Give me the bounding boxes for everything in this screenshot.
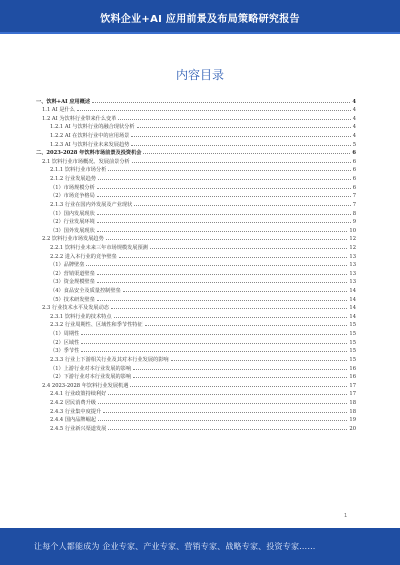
toc-entry-page: 6	[352, 150, 356, 157]
toc-leader-dots	[86, 265, 347, 266]
toc-entry-text: 2.4 2023-2028 年饮料行业发展机遇	[42, 382, 129, 389]
toc-entry-page: 13	[349, 270, 356, 277]
toc-entry-text: 2.2.1 饮料行业未来三年市场规模发展预测	[50, 244, 148, 251]
toc-entry-page: 19	[349, 417, 356, 424]
toc-entry-text: 1.2.1 AI 与饮料行业的融合现状分析	[50, 124, 135, 131]
report-title: 饮料企业+AI 应用前景及布局策略研究报告	[100, 13, 300, 25]
toc-leader-dots	[108, 394, 347, 395]
toc-entry-text: 二、2023-2028 年饮料市场前景及投资机会	[36, 150, 142, 157]
toc-entry[interactable]	[34, 105, 356, 114]
toc-entry-page: 7	[352, 201, 356, 208]
toc-leader-dots	[133, 377, 347, 378]
toc-entry[interactable]	[34, 122, 356, 131]
toc-entry-text: 2.1.2 行业发展趋势	[50, 176, 96, 183]
toc-entry-text: 2.3 行业技术水平及发展动态	[42, 305, 109, 312]
toc-leader-dots	[98, 403, 347, 404]
toc-entry-page: 8	[352, 210, 356, 217]
toc-leader-dots	[108, 170, 350, 171]
toc-entry-page: 12	[349, 236, 356, 243]
toc-entry[interactable]	[34, 380, 356, 389]
toc-entry-text: 2.2 饮料行业市场发展趋势	[42, 236, 104, 243]
toc-entry-text: （2）营销渠道壁垒	[50, 270, 95, 277]
toc-entry-page: 12	[349, 244, 356, 251]
toc-entry[interactable]	[34, 182, 356, 191]
toc-title: 内容目录	[175, 68, 224, 82]
footer-banner	[0, 528, 400, 565]
toc-entry-text: （2）区域性	[50, 339, 80, 346]
toc-entry-text: （2）行业发展环境	[50, 219, 95, 226]
toc-entry-page: 15	[349, 339, 356, 346]
toc-leader-dots	[132, 162, 351, 163]
toc-entry-text: 2.4.3 行业集中度提升	[50, 408, 102, 415]
table-of-contents	[34, 96, 356, 432]
toc-entry[interactable]	[34, 415, 356, 424]
toc-entry[interactable]	[34, 303, 356, 312]
toc-leader-dots	[97, 231, 348, 232]
toc-entry-page: 9	[352, 219, 356, 226]
toc-entry[interactable]	[34, 285, 356, 294]
toc-entry[interactable]	[34, 397, 356, 406]
toc-entry[interactable]	[34, 234, 356, 243]
toc-leader-dots	[97, 196, 351, 197]
toc-entry[interactable]	[34, 423, 356, 432]
toc-entry-page: 6	[352, 176, 356, 183]
toc-entry[interactable]	[34, 225, 356, 234]
toc-entry-page: 6	[352, 158, 356, 165]
toc-entry-page: 20	[349, 425, 356, 432]
toc-entry-text: 2.4.5 行业新兴渠道发展	[50, 425, 107, 432]
toc-entry[interactable]	[34, 337, 356, 346]
toc-entry-page: 5	[352, 141, 356, 148]
toc-entry-text: （5）技术研发壁垒	[50, 296, 95, 303]
toc-leader-dots	[171, 360, 348, 361]
toc-entry[interactable]	[34, 113, 356, 122]
toc-entry[interactable]	[34, 354, 356, 363]
toc-entry-page: 18	[349, 399, 356, 406]
toc-leader-dots	[97, 222, 351, 223]
toc-leader-dots	[111, 308, 347, 309]
toc-entry-page: 16	[349, 365, 356, 372]
toc-entry[interactable]	[34, 130, 356, 139]
toc-leader-dots	[134, 205, 350, 206]
toc-leader-dots	[150, 248, 348, 249]
toc-entry[interactable]	[34, 148, 356, 157]
toc-entry-page: 14	[349, 313, 356, 320]
toc-leader-dots	[133, 369, 347, 370]
toc-entry-text: 2.3.1 饮料行业的技术特点	[50, 313, 112, 320]
toc-leader-dots	[131, 145, 350, 146]
toc-entry-text: 2.1.1 饮料行业市场分析	[50, 167, 107, 174]
toc-entry-text: 2.4.1 行业政策持续利好	[50, 391, 107, 398]
toc-entry-text: （1）国内发展现状	[50, 210, 95, 217]
toc-entry-page: 14	[349, 296, 356, 303]
toc-entry-text: （4）食品安全及质量控制壁垒	[50, 288, 121, 295]
toc-leader-dots	[123, 291, 348, 292]
toc-entry-text: （1）市场规模分析	[50, 184, 95, 191]
toc-entry-text: （2）市场竞争格局	[50, 193, 95, 200]
toc-leader-dots	[131, 136, 350, 137]
toc-entry[interactable]	[34, 268, 356, 277]
page-number: 1	[344, 513, 348, 519]
toc-entry[interactable]	[34, 173, 356, 182]
toc-entry[interactable]	[34, 346, 356, 355]
toc-leader-dots	[145, 325, 348, 326]
toc-entry[interactable]	[34, 406, 356, 415]
toc-leader-dots	[97, 274, 348, 275]
toc-entry-text: （3）资金规模壁垒	[50, 279, 95, 286]
toc-entry[interactable]	[34, 260, 356, 269]
toc-leader-dots	[98, 420, 347, 421]
toc-entry-page: 10	[349, 227, 356, 234]
toc-entry-text: 2.1.3 行业在国内外发展及产业现状	[50, 201, 133, 208]
toc-entry-text: 2.3.3 行业上下游相关行业及其对本行业发展的影响	[50, 356, 169, 363]
toc-entry[interactable]	[34, 277, 356, 286]
toc-entry-page: 7	[352, 193, 356, 200]
toc-entry-text: 1.2.3 AI 与饮料行业未来发展趋势	[50, 141, 130, 148]
header-banner	[0, 0, 400, 34]
toc-entry-page: 4	[352, 107, 356, 114]
toc-leader-dots	[97, 214, 351, 215]
toc-leader-dots	[118, 119, 350, 120]
toc-entry[interactable]	[34, 389, 356, 398]
toc-leader-dots	[77, 110, 351, 111]
toc-entry-page: 14	[349, 288, 356, 295]
toc-entry[interactable]	[34, 311, 356, 320]
toc-entry-text: 一、饮料+AI 应用概述	[36, 98, 91, 105]
toc-entry-text: 2.3.2 行业周期性、区域性和季节性特征	[50, 322, 143, 329]
toc-entry[interactable]	[34, 328, 356, 337]
toc-entry[interactable]	[34, 363, 356, 372]
toc-entry[interactable]	[34, 217, 356, 226]
toc-entry-page: 15	[349, 322, 356, 329]
toc-entry[interactable]	[34, 139, 356, 148]
toc-entry[interactable]	[34, 242, 356, 251]
toc-entry-page: 4	[352, 115, 356, 122]
toc-entry-text: 1.2.2 AI 在饮料行业中的应用场景	[50, 133, 130, 140]
toc-leader-dots	[81, 343, 347, 344]
toc-entry-page: 15	[349, 348, 356, 355]
toc-leader-dots	[137, 127, 351, 128]
toc-entry[interactable]	[34, 251, 356, 260]
toc-leader-dots	[108, 429, 347, 430]
toc-entry-page: 13	[349, 262, 356, 269]
toc-leader-dots	[81, 334, 347, 335]
toc-leader-dots	[114, 317, 348, 318]
toc-entry-page: 6	[352, 184, 356, 191]
toc-entry[interactable]	[34, 96, 356, 105]
footer-slogan: 让每个人都能成为 企业专家、产业专家、营销专家、战略专家、投资专家……	[34, 542, 316, 551]
toc-entry-page: 4	[352, 133, 356, 140]
toc-entry-page: 18	[349, 408, 356, 415]
toc-entry-page: 6	[352, 167, 356, 174]
toc-entry-page: 17	[349, 382, 356, 389]
toc-entry[interactable]	[34, 372, 356, 381]
toc-entry-text: 1.2 AI 为饮料行业带来什么变革	[42, 115, 117, 122]
toc-leader-dots	[92, 102, 350, 103]
toc-entry-page: 4	[352, 98, 356, 105]
toc-entry-text: 1.1 AI 是什么	[42, 107, 75, 114]
toc-leader-dots	[103, 412, 347, 413]
toc-entry-text: （1）品牌壁垒	[50, 262, 85, 269]
toc-entry[interactable]	[34, 199, 356, 208]
toc-entry-page: 17	[349, 391, 356, 398]
toc-entry-page: 14	[349, 305, 356, 312]
toc-entry-text: 2.4.2 居民消费升级	[50, 399, 96, 406]
toc-entry-text: 2.4.4 国内品牌崛起	[50, 417, 96, 424]
toc-leader-dots	[97, 282, 348, 283]
toc-entry-text: （1）上游行业对本行业发展的影响	[50, 365, 132, 372]
toc-leader-dots	[143, 153, 350, 154]
toc-entry[interactable]	[34, 294, 356, 303]
toc-entry-text: （3）国外发展现状	[50, 227, 95, 234]
toc-leader-dots	[98, 179, 351, 180]
toc-entry-text: （2）下游行业对本行业发展的影响	[50, 374, 132, 381]
toc-leader-dots	[97, 300, 348, 301]
toc-entry[interactable]	[34, 208, 356, 217]
toc-entry-page: 13	[349, 279, 356, 286]
toc-leader-dots	[81, 351, 347, 352]
toc-entry-page: 16	[349, 374, 356, 381]
toc-entry[interactable]	[34, 156, 356, 165]
toc-leader-dots	[106, 239, 348, 240]
toc-entry-page: 13	[349, 253, 356, 260]
toc-leader-dots	[97, 188, 351, 189]
toc-entry-page: 4	[352, 124, 356, 131]
toc-entry-text: 2.2.2 进入本行业的竞争壁垒	[50, 253, 117, 260]
toc-entry[interactable]	[34, 191, 356, 200]
toc-entry[interactable]	[34, 165, 356, 174]
toc-leader-dots	[119, 257, 348, 258]
toc-entry-text: （3）季节性	[50, 348, 80, 355]
toc-entry-text: 2.1 饮料行业市场概况、发展前景分析	[42, 158, 130, 165]
toc-entry-page: 15	[349, 356, 356, 363]
toc-entry[interactable]	[34, 320, 356, 329]
toc-leader-dots	[130, 386, 347, 387]
toc-entry-text: （1）周期性	[50, 331, 80, 338]
toc-entry-page: 15	[349, 331, 356, 338]
